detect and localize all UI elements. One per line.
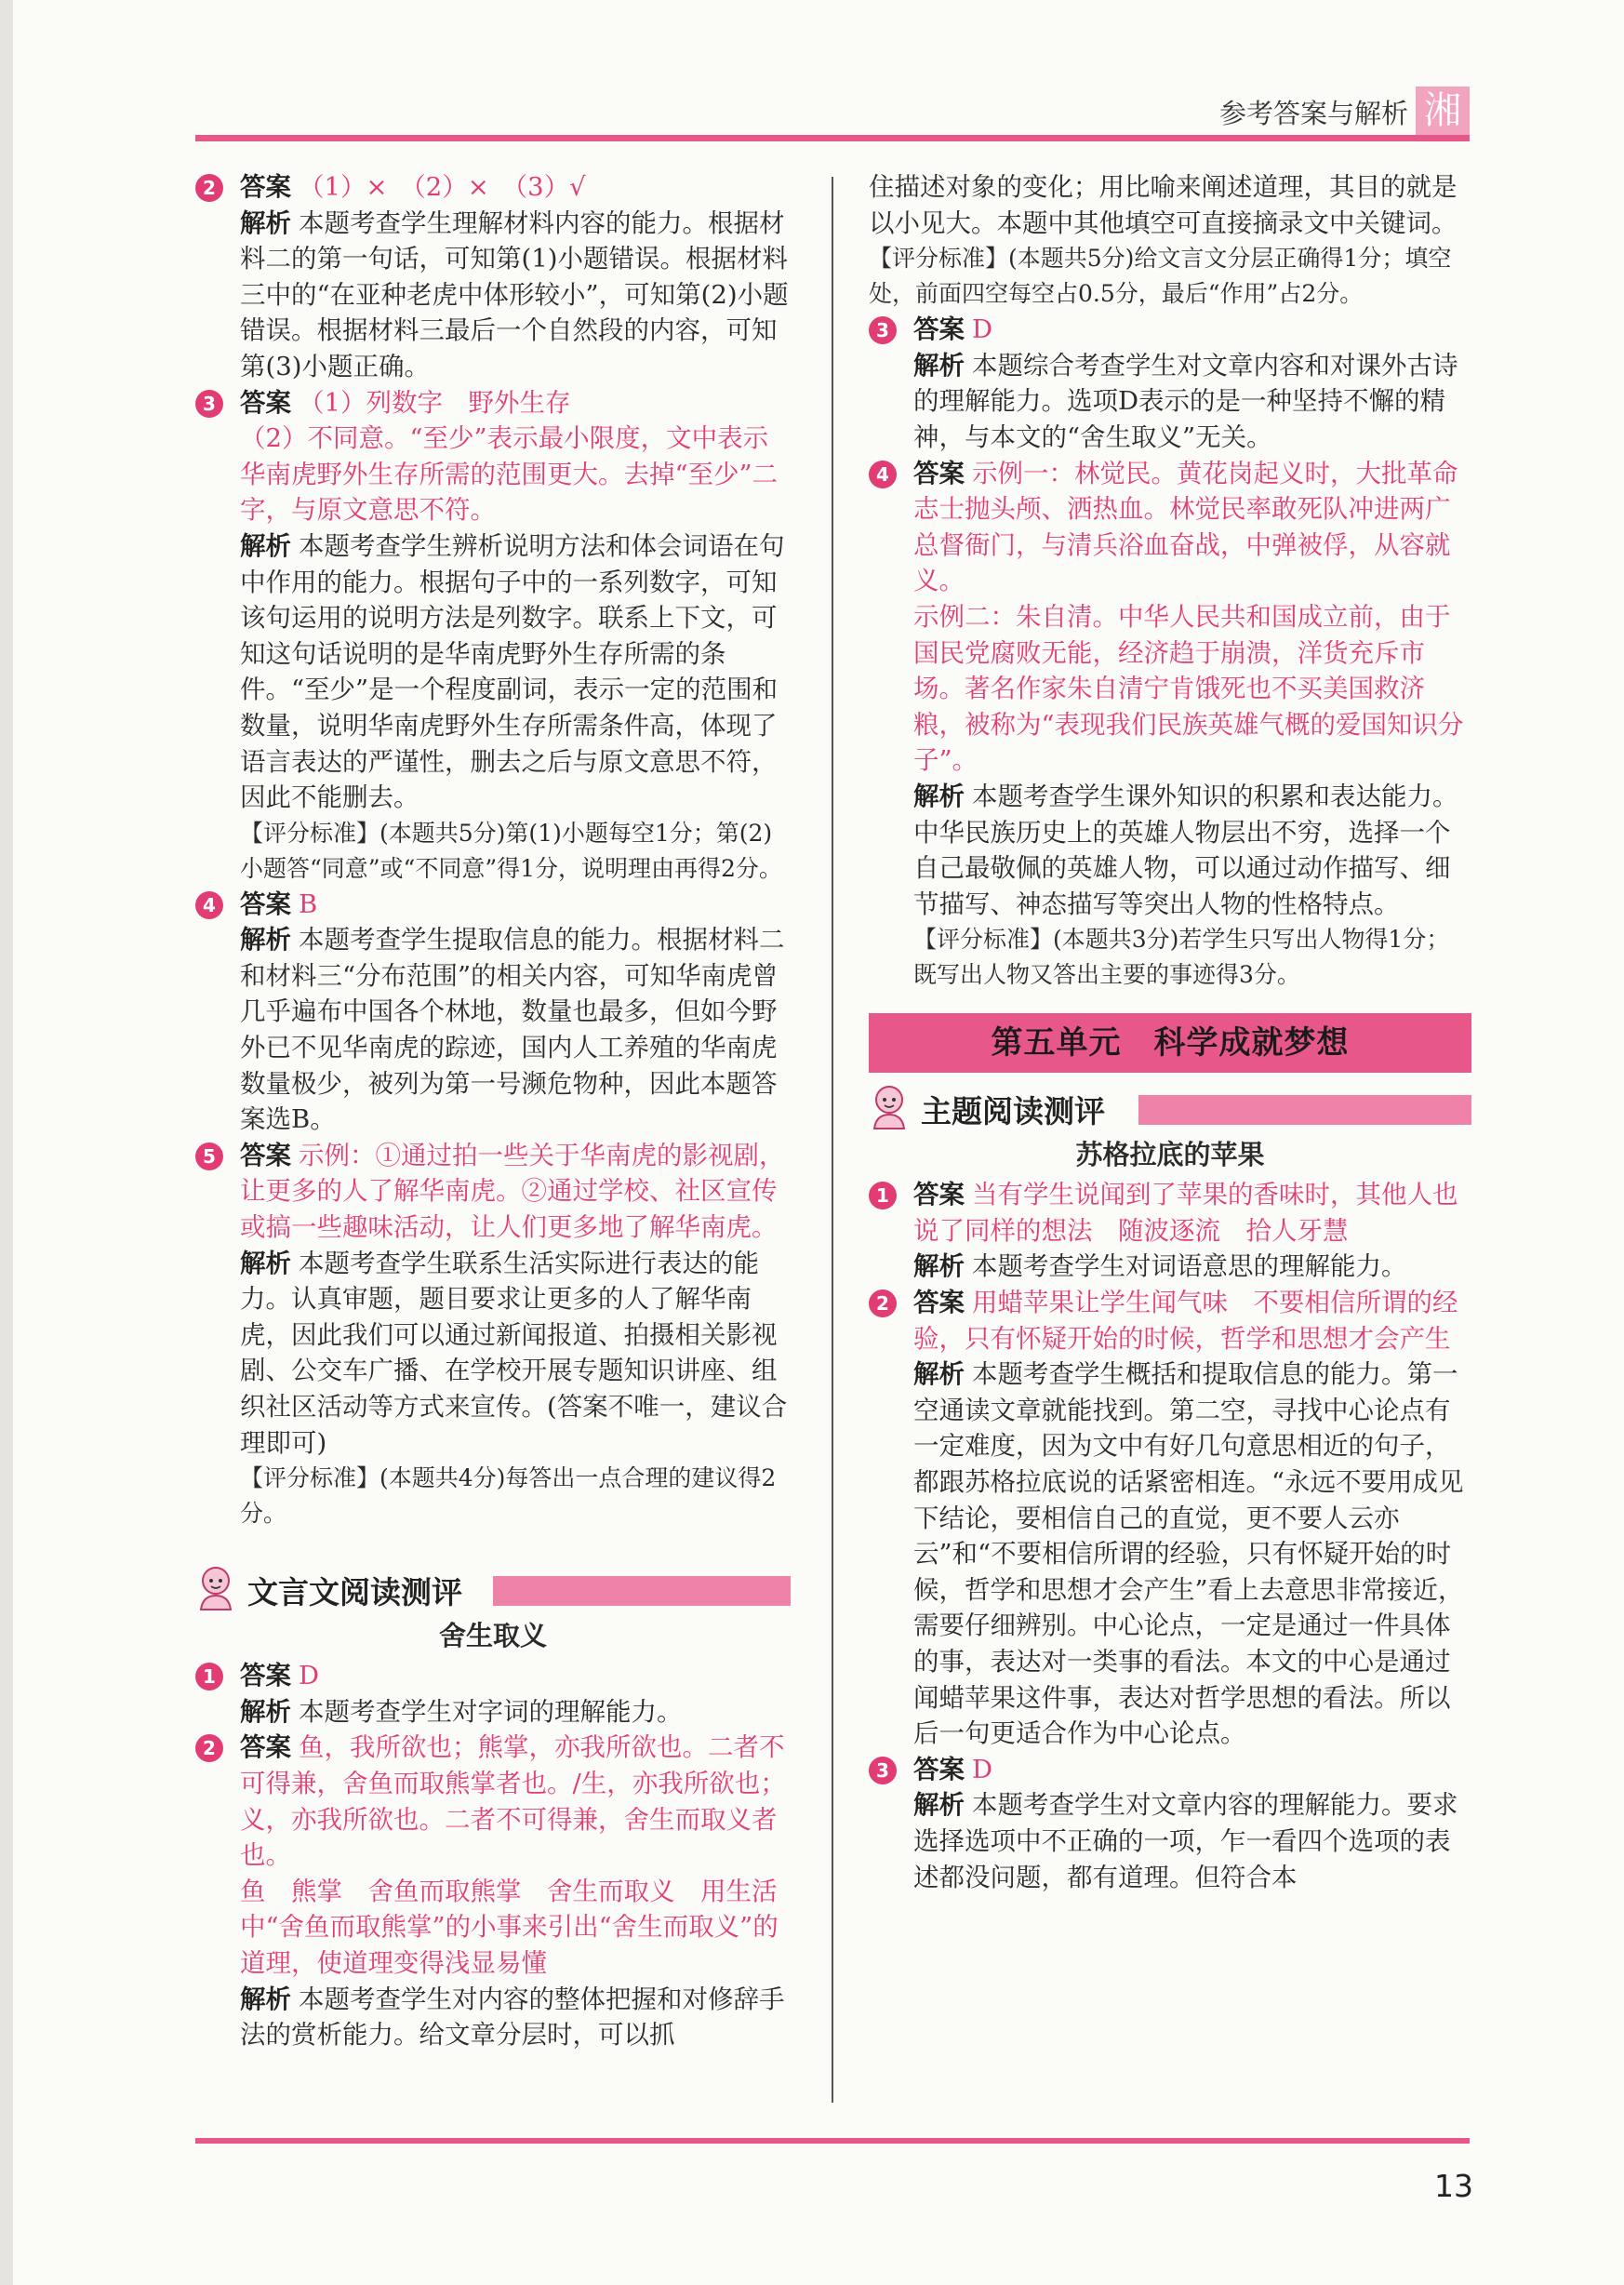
answer-item-1 bbox=[195, 1658, 791, 1730]
answer-item-3 bbox=[195, 385, 791, 887]
answer-text-2: 示例二：朱自清。中华人民共和国成立前，由于国民党腐败无能，经济趋于崩溃，洋货充斥市场。著名作家朱自清宁肯饿死也不买美国救济粮，被称为“表现我们民族英雄气概的爱国知识分子”。 bbox=[913, 601, 1464, 776]
question-number: 4 bbox=[195, 891, 223, 919]
analysis-label: 解析 bbox=[913, 781, 965, 811]
question-number: 3 bbox=[869, 316, 897, 344]
answer-label: 答案 bbox=[240, 889, 291, 919]
analysis-text: 本题考查学生课外知识的积累和表达能力。中华民族历史上的英雄人物层出不穷，选择一个自己最敬佩的英雄人物，可以通过动作描写、细节描写、神态描写等突出人物的性格特点。 bbox=[913, 781, 1458, 919]
left-column bbox=[195, 169, 791, 2053]
analysis-text: 本题考查学生对内容的整体把握和对修辞手法的赏析能力。给文章分层时，可以抓 bbox=[240, 1984, 785, 2051]
answer-label: 答案 bbox=[913, 1288, 965, 1318]
answer-text: 用蜡苹果让学生闻气味 不要相信所谓的经验，只有怀疑开始的时候，哲学和思想才会产生 bbox=[913, 1288, 1458, 1354]
analysis-label: 解析 bbox=[913, 350, 965, 381]
question-number: 4 bbox=[869, 461, 897, 488]
top-rule bbox=[195, 135, 1470, 141]
passage-title: 苏格拉底的苹果 bbox=[1075, 1139, 1265, 1171]
header-badge: 湘 bbox=[1416, 87, 1470, 135]
right-column bbox=[869, 169, 1471, 1895]
passage-title: 舍生取义 bbox=[438, 1620, 547, 1652]
answer-label: 答案 bbox=[913, 314, 965, 345]
answer-text: 示例：①通过拍一些关于华南虎的影视剧，让更多的人了解华南虎。②通过学校、社区宣传或搞一些趣味活动，让人们更多地了解华南虎。 bbox=[240, 1140, 785, 1243]
analysis-label: 解析 bbox=[240, 530, 291, 561]
scoring-standard: 【评分标准】(本题共5分)第(1)小题每空1分；第(2)小题答“同意”或“不同意”得1分，说明理由再得2分。 bbox=[240, 819, 782, 882]
bottom-rule bbox=[195, 2138, 1470, 2144]
section-header-theme bbox=[869, 1082, 1471, 1134]
answer-label: 答案 bbox=[240, 387, 291, 418]
answer-text: 当有学生说闻到了苹果的香味时，其他人也说了同样的想法 随波逐流 拾人牙慧 bbox=[913, 1180, 1458, 1246]
answer-item-2c bbox=[869, 1285, 1471, 1752]
analysis-label: 解析 bbox=[240, 207, 291, 238]
answer-item-5 bbox=[195, 1138, 791, 1531]
question-number: 1 bbox=[869, 1182, 897, 1209]
scoring-standard: 【评分标准】(本题共3分)若学生只写出人物得1分；既写出人物又答出主要的事迹得3分。 bbox=[913, 926, 1450, 989]
column-divider bbox=[832, 177, 833, 2103]
analysis-continued-text: 住描述对象的变化；用比喻来阐述道理，其目的就是以小见大。本题中其他填空可直接摘录文中关键词。 bbox=[869, 172, 1458, 238]
answer-label: 答案 bbox=[913, 1754, 965, 1784]
answer-label: 答案 bbox=[240, 1661, 291, 1691]
question-number: 2 bbox=[869, 1289, 897, 1317]
answer-text-2: 鱼 熊掌 舍鱼而取熊掌 舍生而取义 用生活中“舍鱼而取熊掌”的小事来引出“舍生而取义”的道理，使道理变得浅显易懂 bbox=[240, 1876, 779, 1978]
analysis-text: 本题考查学生联系生活实际进行表达的能力。认真审题，题目要求让更多的人了解华南虎，因此我们可以通过新闻报道、拍摄相关影视剧、公交车广播、在学校开展专题知识讲座、组织社区活动等方式来宣传。(答案不唯一，建议合理即可) bbox=[240, 1248, 788, 1458]
unit-banner: 第五单元 科学成就梦想 bbox=[869, 1013, 1471, 1073]
analysis-label: 解析 bbox=[913, 1251, 965, 1282]
answer-item-3b bbox=[869, 312, 1471, 455]
analysis-text: 本题考查学生对字词的理解能力。 bbox=[299, 1696, 683, 1727]
analysis-label: 解析 bbox=[240, 925, 291, 955]
page-number: 13 bbox=[1434, 2168, 1473, 2204]
section-header-classical bbox=[195, 1563, 791, 1615]
answer-text: 鱼，我所欲也；熊掌，亦我所欲也。二者不可得兼，舍鱼而取熊掌者也。/生，亦我所欲也；义，亦我所欲也。二者不可得兼，舍生而取义者也。 bbox=[240, 1732, 786, 1871]
answer-text: B bbox=[299, 889, 318, 919]
question-number: 2 bbox=[195, 1734, 223, 1762]
answer-label: 答案 bbox=[913, 458, 965, 488]
answer-text-2: （2）不同意。“至少”表示最小限度，文中表示华南虎野外生存所需的范围更大。去掉“至少”二字，与原文意思不符。 bbox=[240, 423, 779, 526]
answer-text: （1）列数字 野外生存 bbox=[299, 387, 571, 418]
analysis-label: 解析 bbox=[240, 1248, 291, 1278]
answer-text: D bbox=[972, 314, 993, 345]
header-title: 参考答案与解析 bbox=[1218, 98, 1408, 129]
answer-item-3c bbox=[869, 1752, 1471, 1895]
analysis-text: 本题考查学生辨析说明方法和体会词语在句中作用的能力。根据句子中的一系列数字，可知该句运用的说明方法是列数字。联系上下文，可知这句话说明的是华南虎野外生存所需的条件。“至少”是一个程度副词，表示一定的范围和数量，说明华南虎野外生存所需条件高，体现了语言表达的严谨性，删去之后与原文意思不符，因此不能删去。 bbox=[240, 530, 785, 813]
answer-text: 示例一：林觉民。黄花岗起义时，大批革命志士抛头颅、洒热血。林觉民率敢死队冲进两广总督衙门，与清兵浴血奋战，中弹被俘，从容就义。 bbox=[913, 458, 1458, 596]
analysis-label: 解析 bbox=[240, 1984, 291, 2014]
section-title-bar bbox=[493, 1576, 791, 1606]
section-title: 文言文阅读测评 bbox=[247, 1574, 462, 1611]
analysis-label: 解析 bbox=[240, 1696, 291, 1727]
student-icon bbox=[869, 1084, 910, 1130]
analysis-text: 本题考查学生对词语意思的理解能力。 bbox=[972, 1251, 1407, 1282]
answer-item-1b bbox=[869, 1177, 1471, 1285]
question-number: 1 bbox=[195, 1663, 223, 1690]
answer-label: 答案 bbox=[240, 172, 291, 202]
section-title-bar bbox=[1138, 1095, 1471, 1125]
question-number: 3 bbox=[869, 1757, 897, 1784]
analysis-text: 本题综合考查学生对文章内容和对课外古诗的理解能力。选项D表示的是一种坚持不懈的精神，与本文的“舍生取义”无关。 bbox=[913, 350, 1458, 452]
answer-text: D bbox=[972, 1754, 993, 1784]
continued-analysis bbox=[869, 169, 1471, 312]
answer-label: 答案 bbox=[913, 1180, 965, 1210]
analysis-text: 本题考查学生对文章内容的理解能力。要求选择选项中不正确的一项，乍一看四个选项的表述都没问题，都有道理。但符合本 bbox=[913, 1790, 1458, 1892]
answer-item-4 bbox=[195, 887, 791, 1138]
answer-text: D bbox=[299, 1661, 320, 1691]
analysis-text: 本题考查学生理解材料内容的能力。根据材料二的第一句话，可知第(1)小题错误。根据材料三中的“在亚种老虎中体形较小”，可知第(2)小题错误。根据材料三最后一个自然段的内容，可知第(3)小题正确。 bbox=[240, 207, 789, 381]
scoring-standard: 【评分标准】(本题共4分)每答出一点合理的建议得2分。 bbox=[240, 1464, 777, 1528]
question-number: 3 bbox=[195, 390, 223, 418]
question-number: 5 bbox=[195, 1142, 223, 1170]
question-number: 2 bbox=[195, 174, 223, 202]
answer-item-4b bbox=[869, 456, 1471, 994]
answer-item-2 bbox=[195, 169, 791, 385]
student-icon bbox=[195, 1565, 236, 1611]
answer-text: （1）× （2）× （3）√ bbox=[299, 172, 586, 202]
analysis-label: 解析 bbox=[913, 1359, 965, 1390]
answer-item-2b bbox=[195, 1730, 791, 2052]
analysis-text: 本题考查学生提取信息的能力。根据材料二和材料三“分布范围”的相关内容，可知华南虎曾几乎遍布中国各个林地，数量也最多，但如今野外已不见华南虎的踪迹，国内人工养殖的华南虎数量极少，被列为第一号濒危物种，因此本题答案选B。 bbox=[240, 925, 785, 1135]
scoring-standard: 【评分标准】(本题共5分)给文言文分层正确得1分；填空处，前面四空每空占0.5分，最后“作用”占2分。 bbox=[869, 245, 1452, 308]
answer-label: 答案 bbox=[240, 1732, 291, 1763]
section-title: 主题阅读测评 bbox=[921, 1093, 1105, 1130]
analysis-label: 解析 bbox=[913, 1790, 965, 1821]
answer-label: 答案 bbox=[240, 1140, 291, 1170]
analysis-text: 本题考查学生概括和提取信息的能力。第一空通读文章就能找到。第二空，寻找中心论点有一定难度，因为文中有好几句意思相近的句子，都跟苏格拉底说的话紧密相连。“永远不要用成见下结论，要相信自己的直觉，更不要人云亦云”和“不要相信所谓的经验，只有怀疑开始的时候，哲学和思想才会产生”看上去意思非常接近，需要仔细辨别。中心论点，一定是通过一件具体的事，表达对一类事的看法。本文的中心是通过闻蜡苹果这件事，表达对哲学思想的看法。所以后一句更适合作为中心论点。 bbox=[913, 1359, 1464, 1749]
